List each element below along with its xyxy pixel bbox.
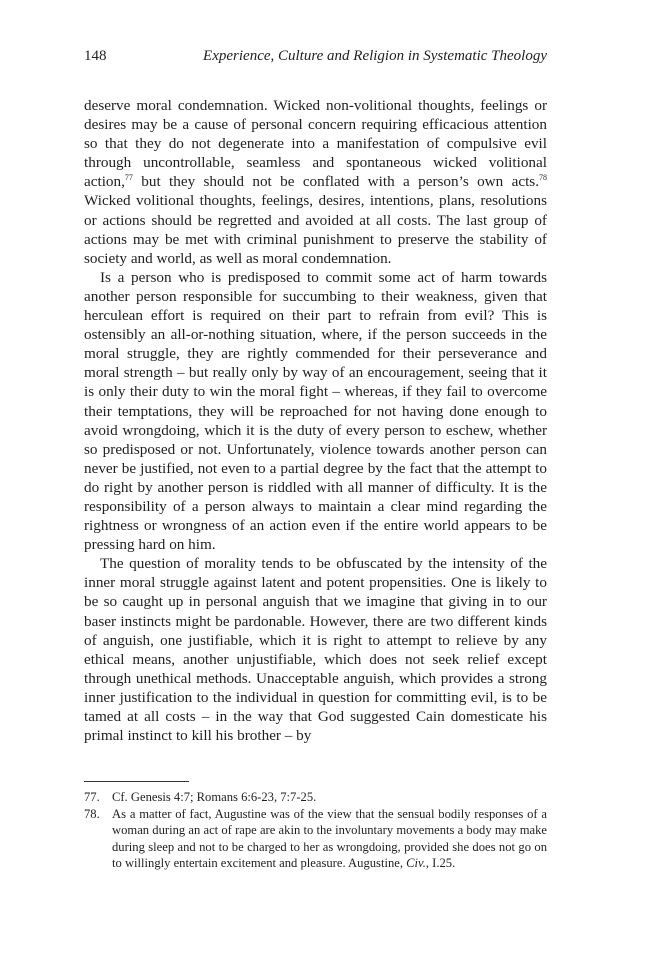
footnotes bbox=[84, 789, 547, 872]
footnote-number: 78. bbox=[84, 807, 100, 822]
footnote bbox=[84, 806, 547, 871]
footnote-number: 77. bbox=[84, 790, 100, 804]
text-run: but they should not be conflated with a person’s own acts. bbox=[132, 173, 539, 191]
body-text bbox=[84, 96, 547, 745]
text-run: Wicked volitional thoughts, feelings, desires, intentions, plans, resolutions or actions should be regretted and avoided at all costs. The last group of actions may be met with criminal punishment to preserve the stability of society and world, as well as moral condemnation. bbox=[84, 192, 547, 267]
text-run: deserve moral condemnation. Wicked non-volitional thoughts, feelings or desires may be a cause of personal concern requiring efficacious attention so that they do not degenerate into a manifestation of compulsive evil through uncontrollable, seamless and spontaneous wicked volitional action, bbox=[84, 97, 547, 191]
text-run: Is a person who is predisposed to commit some act of harm towards another person responsible for succumbing to their weakness, given that herculean effort is required on their part to refrain from evil? This is ostensibly an all-or-nothing situation, where, if the person succeeds in the moral struggle, they are rightly commended for their perseverance and moral strength – but really only by way of an encouragement, seeing that it is only their duty to win the moral fight – whereas, if they fail to overcome their temptations, they will be reproached for not having done enough to avoid wrongdoing, which it is the duty of every person to eschew, whether so predisposed or not. Unfortunately, violence towards another person can never be justified, not even to a partial degree by the fact that the attempt to do right by another person is riddled with all manner of difficulty. It is the responsibility of a person always to maintain a clear mind regarding the rightness or wrongness of an action even if the entire world appears to be pressing hard on him. bbox=[84, 268, 547, 554]
paragraph bbox=[84, 96, 547, 268]
page-number: 148 bbox=[84, 48, 107, 64]
footnote-reference: 78 bbox=[539, 173, 547, 183]
running-title: Experience, Culture and Religion in Systematic Theology bbox=[203, 48, 547, 64]
footnote bbox=[84, 789, 547, 805]
footnote-reference: 77 bbox=[124, 173, 133, 183]
paragraph bbox=[84, 268, 547, 554]
text-run: Cf. Genesis 4:7; Romans 6:6-23, 7:7-25. bbox=[112, 790, 317, 804]
text-run: The question of morality tends to be obfuscated by the intensity of the inner moral struggle against latent and potent propensities. One is likely to be so caught up in personal anguish that we imagine that giving in to our baser instincts might be pardonable. However, there are two different kinds of anguish, one justifiable, which it is right to attempt to relieve by any ethical means, another unjustifiable, which does not seek relief except through unethical methods. Unacceptable anguish, which provides a strong inner justification to the individual in question for committing evil, is to be tamed at all costs – in the way that God suggested Cain domesticate his primal instinct to kill his brother – by bbox=[84, 555, 547, 745]
text-run: As a matter of fact, Augustine was of the view that the sensual bodily responses of a woman during an act of rape are akin to the involuntary movements a body may make during sleep and not to be charged to her as wrongdoing, provided she does not go on to willingly entertain excitement and pleasure. Augustine, bbox=[112, 807, 547, 870]
text-run: , I.25. bbox=[425, 855, 456, 870]
paragraph bbox=[84, 554, 547, 745]
footnote-divider bbox=[84, 781, 189, 782]
italic-text: Civ. bbox=[406, 855, 426, 870]
